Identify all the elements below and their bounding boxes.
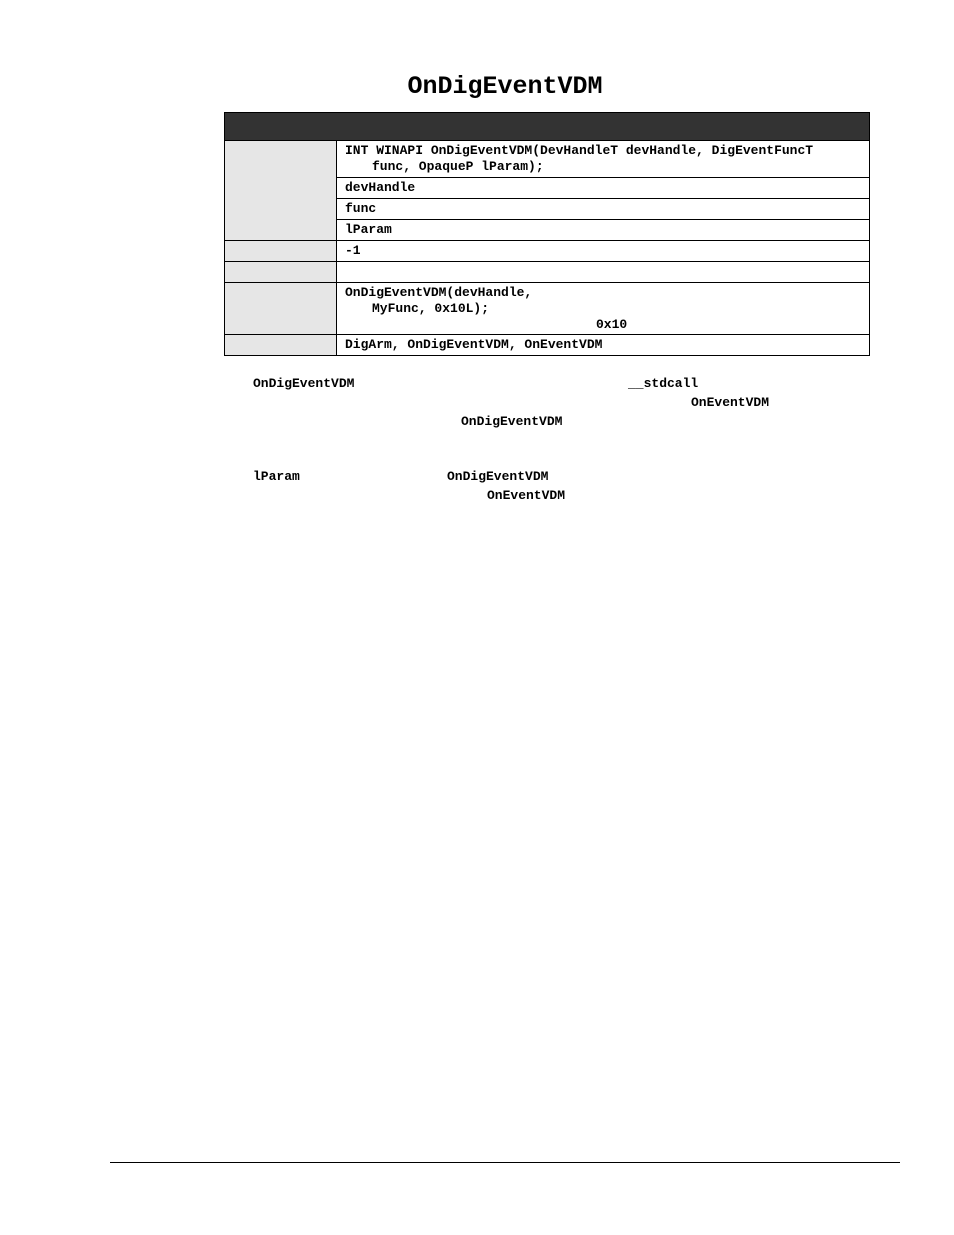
return-label-cell [225,241,337,262]
see-also-row [225,335,870,356]
function-reference-table [224,112,870,356]
example-note: 0x10 [596,317,628,332]
param-devhandle: devHandle [337,178,870,199]
remark-code-ondigeventvdm: OnDigEventVDM [253,376,355,391]
prototype-line-2: func, OpaqueP lParam); [372,159,544,174]
remark-code-stdcall: __stdcall [628,376,699,391]
example-row [225,283,870,335]
remark-code-oneventvdm-2: OnEventVDM [487,488,566,503]
remark-code-lparam: lParam [253,469,300,484]
prototype-cell [337,141,870,178]
example-line-1: OnDigEventVDM(devHandle, [345,285,533,300]
remark-code-ondigeventvdm-3: OnDigEventVDM [447,469,549,484]
empty-label-cell [225,262,337,283]
param-func: func [337,199,870,220]
prototype-row [225,141,870,178]
return-row [225,241,870,262]
example-line-2: MyFunc, 0x10L); [372,301,490,316]
remark-code-ondigeventvdm-2: OnDigEventVDM [461,414,563,429]
remark-code-oneventvdm: OnEventVDM [691,395,770,410]
header-cell [225,113,870,141]
see-also-label-cell [225,335,337,356]
page-title: OnDigEventVDM [407,72,603,101]
empty-row [225,262,870,283]
prototype-line-1: INT WINAPI OnDigEventVDM(DevHandleT devHandle, DigEventFuncT [345,143,814,158]
param-lparam: lParam [337,220,870,241]
see-also-value: DigArm, OnDigEventVDM, OnEventVDM [337,335,870,356]
prototype-label-cell [225,141,337,241]
footer-divider [110,1162,900,1163]
empty-value [337,262,870,283]
example-cell [337,283,870,335]
example-label-cell [225,283,337,335]
table-header-bar [225,113,870,141]
return-value: -1 [337,241,870,262]
